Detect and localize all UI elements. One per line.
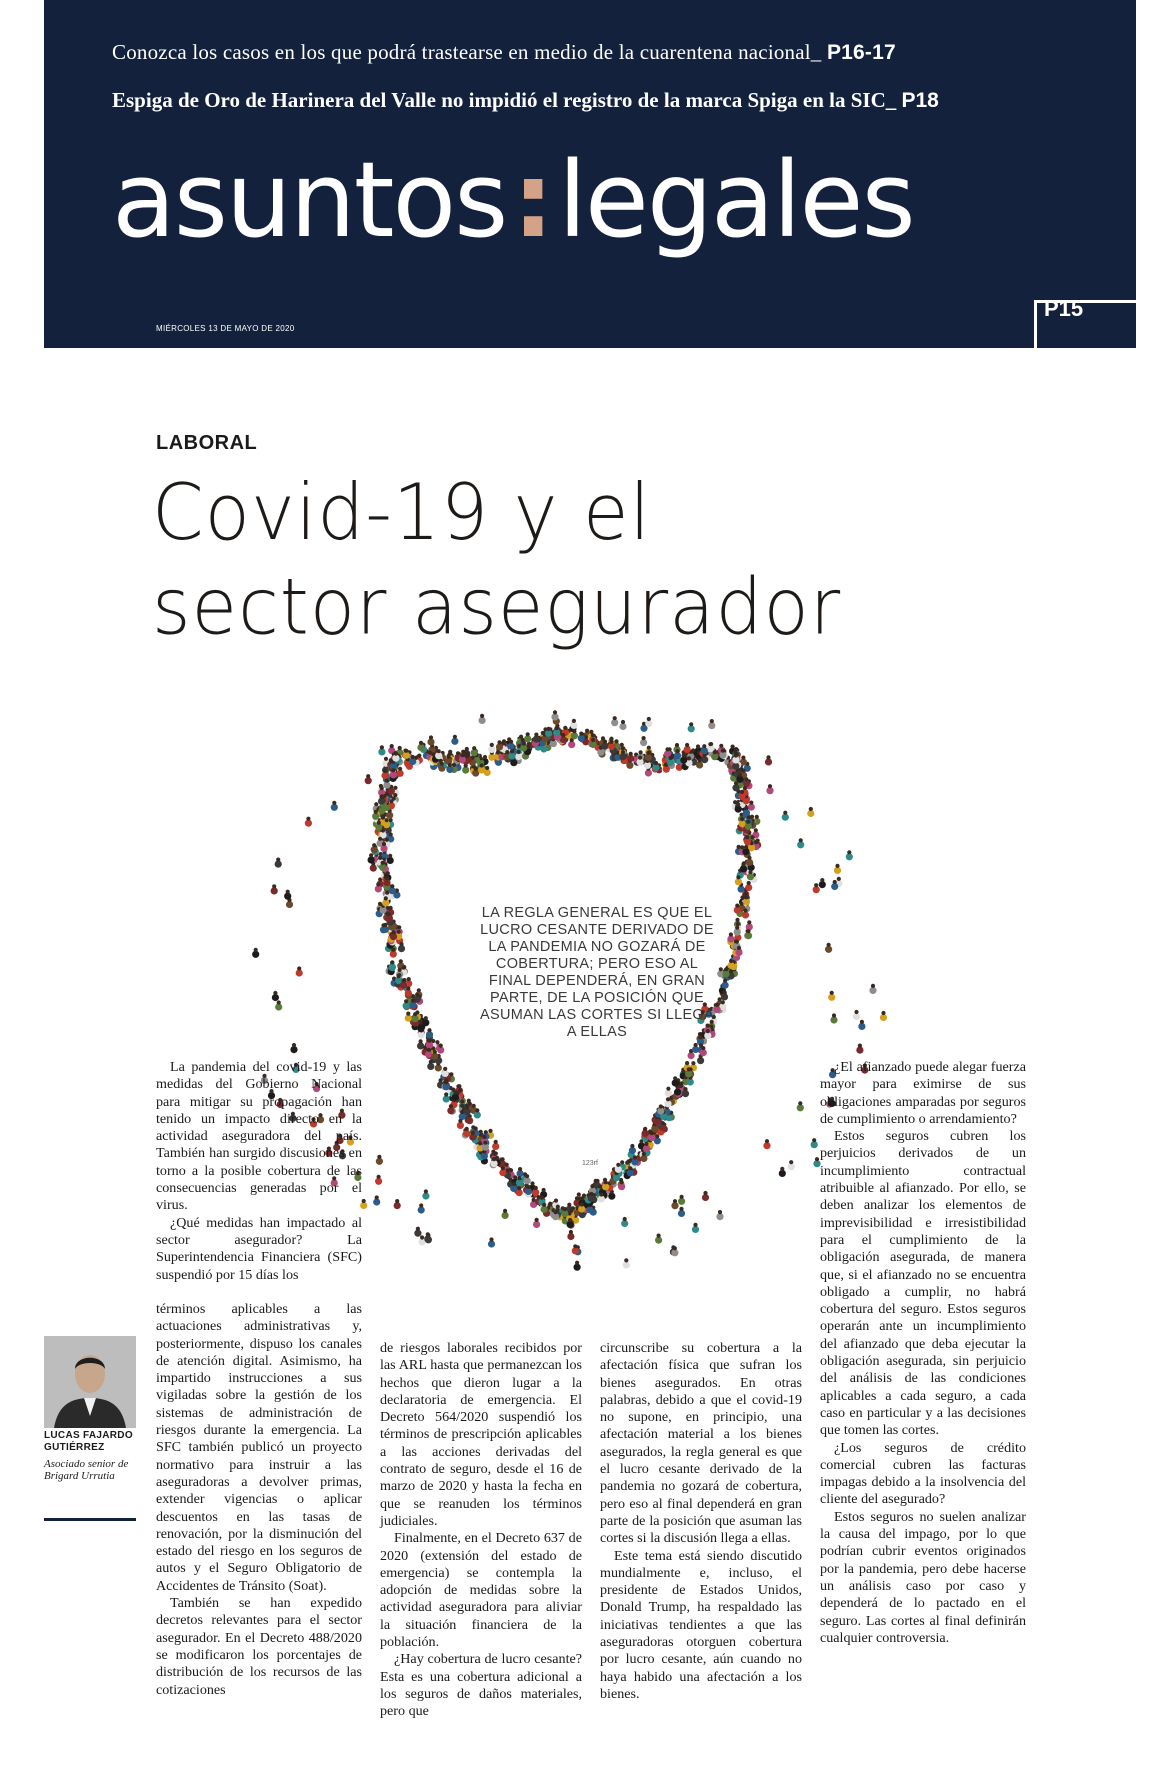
teaser-1-text: Conozca los casos en los que podrá trastearse en medio de la cuarentena nacional_ bbox=[112, 40, 822, 64]
headline bbox=[152, 465, 841, 655]
body-column-4 bbox=[820, 1059, 1026, 1647]
headline-line-1: Covid-19 y el bbox=[152, 467, 652, 558]
pull-quote: LA REGLA GENERAL ES QUE EL LUCRO CESANTE DERIVADO DE LA PANDEMIA NO GOZARÁ DE COBERTURA; PERO ESO AL FINAL DEPENDERÁ, EN GRAN PARTE, DE LA POSICIÓN QUE ASUMAN LAS CORTES SI LLEGA A ELLAS bbox=[480, 905, 714, 1040]
paragraph: Este tema está siendo discutido mundialmente e, incluso, el presidente de Estados Unidos, Donald Trump, ha respaldado las iniciativas tendientes a que las aseguradoras otorguen cobertura por lucro cesante, aún cuando no haya habido una afectación a los bienes. bbox=[600, 1547, 802, 1702]
masthead-colon: : bbox=[512, 139, 552, 261]
paragraph: circunscribe su cobertura a la afectación física que sufran los bienes asegurados. En otras palabras, debido a que el covid-19 no supone, en principio, una afectación material a los bienes asegurados, la regla general es que el lucro cesante derivado de la pandemia no gozará de cobertura, pero eso al final dependerá en gran parte de la posición que asuman las cortes si la discusión llega a ellas. bbox=[600, 1340, 802, 1547]
teaser-1-page: P16-17 bbox=[826, 41, 896, 64]
teaser-2-text: Espiga de Oro de Harinera del Valle no impidió el registro de la marca Spiga en la SIC_ bbox=[112, 88, 897, 112]
teaser-2[interactable] bbox=[112, 88, 1072, 113]
body-column-1a bbox=[156, 1059, 362, 1284]
author-role: Asociado senior de Brigard Urrutia bbox=[44, 1458, 129, 1482]
page-number: P15 bbox=[1044, 296, 1084, 321]
image-credit: 123rf bbox=[582, 1160, 598, 1167]
section-kicker: LABORAL bbox=[156, 432, 258, 454]
author-name: LUCAS FAJARDO GUTIÉRREZ bbox=[44, 1430, 133, 1453]
body-column-3 bbox=[600, 1340, 802, 1703]
paragraph: Finalmente, en el Decreto 637 de 2020 (extensión del estado de emergencia) se contempla la adopción de medidas sobre la actividad aseguradora para aliviar la situación financiera de la población. bbox=[380, 1530, 582, 1651]
paragraph: Estos seguros cubren los perjuicios derivados de un incumplimiento contractual atribuible al afianzado. Por ello, se deben analizar los elementos de imprevisibilidad e irresistibilidad para el cumplimiento de la obligación asegurada, de manera que, si el afianzado no se encuentra obligado a cumplir, no habrá cobertura del seguro. Estos seguros operarán ante un incumplimiento del afianzado que deba ejecutar la obligación asegurada, sin perjuicio del análisis de las condiciones aplicables a cada seguro, a cada caso en particular y a las decisiones que tomen las cortes. bbox=[820, 1128, 1026, 1439]
headline-line-2: sector asegurador bbox=[152, 562, 842, 653]
author-rule bbox=[44, 1518, 136, 1521]
author-portrait bbox=[44, 1336, 136, 1428]
paragraph: ¿El afianzado puede alegar fuerza mayor para eximirse de sus obligaciones amparadas por seguros de cumplimiento o arrendamiento? bbox=[820, 1059, 1026, 1127]
body-column-2 bbox=[380, 1340, 582, 1721]
paragraph: Estos seguros no suelen analizar la causa del impago, por lo que podrían cubrir eventos originados por la pandemia, pero debe hacerse un análisis caso por caso y dependerá de lo pactado en el seguro. Las cortes al final definirán cualquier controversia. bbox=[820, 1508, 1026, 1646]
paragraph: términos aplicables a las actuaciones administrativas y, posteriormente, dispuso los canales de atención digital. Asimismo, ha impartido instrucciones a sus vigiladas sobre la gestión de los sistemas de administración de riesgos durante la emergencia. La SFC también publicó un proyecto normativo para instruir a las aseguradoras a devolver primas, extender vigencias o aplicar descuentos en las tasas de renovación, por la disminución del estado del riesgo en los seguros de autos y el Seguro Obligatorio de Accidentes de Tránsito (Soat). bbox=[156, 1301, 362, 1594]
masthead-left: asuntos bbox=[112, 139, 507, 261]
paragraph: La pandemia del covid-19 y las medidas del Gobierno Nacional para mitigar su propagación han tenido un impacto directo en la actividad aseguradora del país. También han surgido discusiones en torno a la posible cobertura de las consecuencias generadas por el virus. bbox=[156, 1059, 362, 1214]
teaser-1[interactable] bbox=[112, 40, 1072, 65]
body-column-1b bbox=[156, 1301, 362, 1699]
paragraph: También se han expedido decretos relevantes para el sector asegurador. En el Decreto 488/2020 se modificaron los porcentajes de distribución de los recursos de las cotizaciones bbox=[156, 1595, 362, 1698]
issue-date: MIÉRCOLES 13 DE MAYO DE 2020 bbox=[156, 324, 295, 333]
teaser-2-page: P18 bbox=[901, 89, 939, 112]
author-byline bbox=[44, 1430, 136, 1482]
paragraph: ¿Hay cobertura de lucro cesante? Esta es una cobertura adicional a los seguros de daños materiales, pero que bbox=[380, 1651, 582, 1720]
paragraph: ¿Qué medidas han impactado al sector asegurador? La Superintendencia Financiera (SFC) suspendió por 15 días los bbox=[156, 1214, 362, 1283]
masthead-logo bbox=[112, 139, 914, 261]
paragraph: de riesgos laborales recibidos por las ARL hasta que permanezcan los hechos que dieron lugar a la declaratoria de emergencia. El Decreto 564/2020 suspendió los términos de prescripción aplicables a las acciones derivadas del contrato de seguro, desde el 16 de marzo de 2020 y hasta la fecha en que se reanuden los términos judiciales. bbox=[380, 1340, 582, 1529]
paragraph: ¿Los seguros de crédito comercial cubren las facturas impagas debido a la insolvencia del cliente del asegurado? bbox=[820, 1439, 1026, 1508]
page-number-divider bbox=[1034, 300, 1037, 348]
masthead-right: legales bbox=[557, 139, 914, 261]
